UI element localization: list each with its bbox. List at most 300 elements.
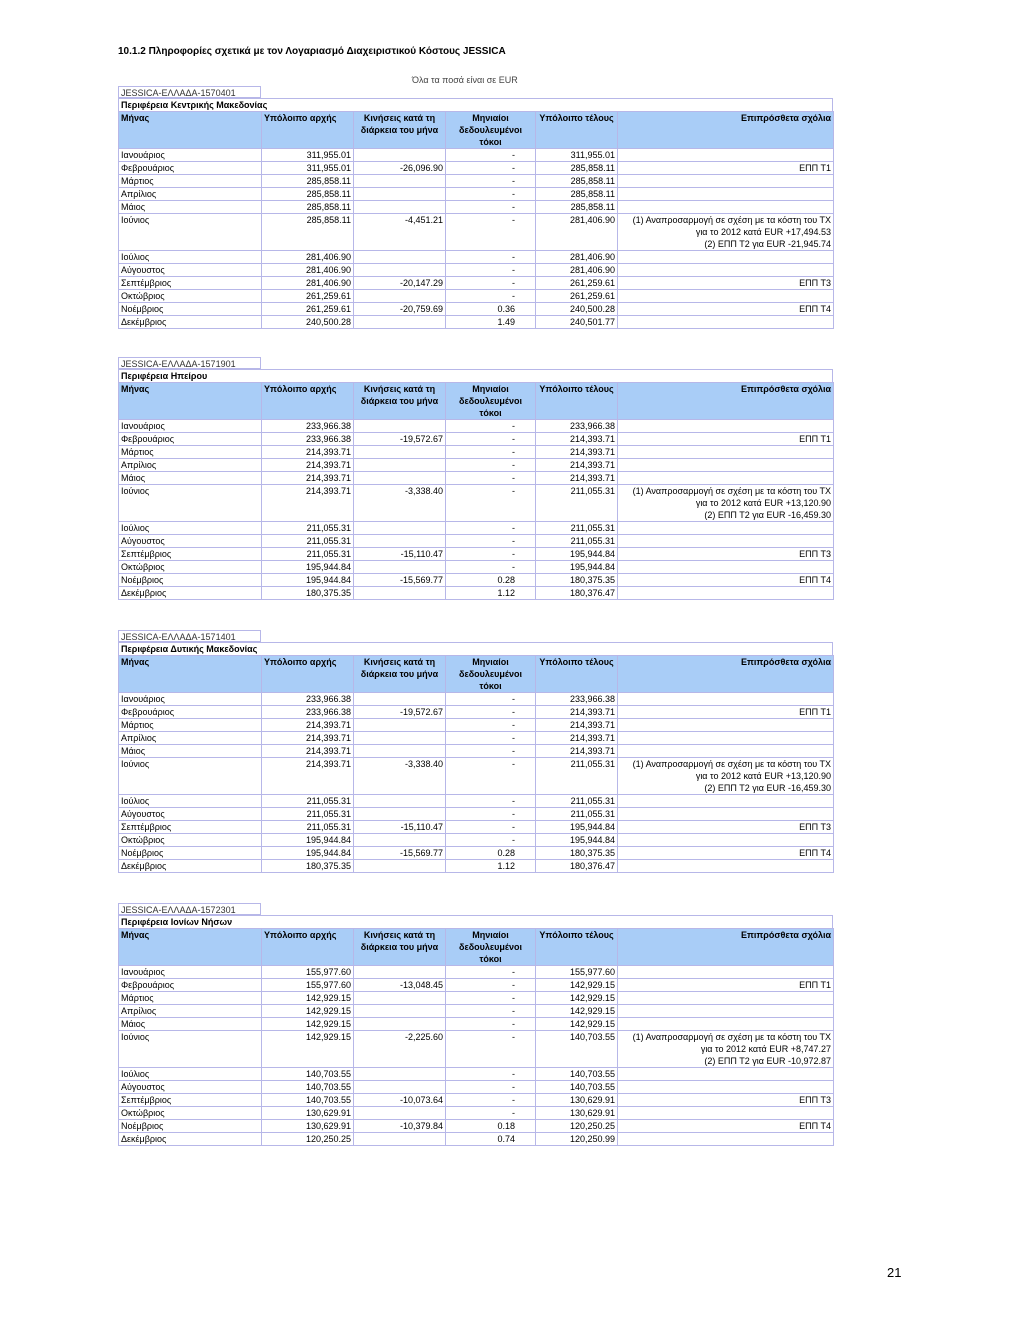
comment-cell: [618, 303, 834, 316]
table-row: [119, 587, 834, 600]
interest-cell: -: [446, 561, 536, 574]
page-heading: 10.1.2 Πληροφορίες σχετικά με τον Λογαριασμό Διαχειριστικού Κόστους JESSICA: [118, 46, 506, 57]
month-cell: Αύγουστος: [119, 808, 262, 821]
movement-cell: [354, 316, 446, 329]
table-row: [119, 201, 834, 214]
table-row: [119, 1120, 834, 1133]
month-cell: Νοέμβριος: [119, 574, 262, 587]
month-cell: Μάιος: [119, 201, 262, 214]
opening-balance-cell: 214,393.71: [262, 472, 354, 485]
table-row: [119, 719, 834, 732]
closing-balance-cell: 142,929.15: [536, 992, 618, 1005]
month-cell: Μάρτιος: [119, 992, 262, 1005]
comment-cell: [618, 1005, 834, 1018]
table-row: [119, 1031, 834, 1068]
table-row: [119, 1005, 834, 1018]
comment-line: ΕΠΠ Τ1: [799, 707, 831, 717]
comment-cell: [618, 847, 834, 860]
opening-balance-cell: 285,858.11: [262, 214, 354, 251]
comment-cell: [618, 201, 834, 214]
comment-cell: [618, 706, 834, 719]
comment-cell: [618, 1068, 834, 1081]
closing-balance-cell: 281,406.90: [536, 251, 618, 264]
comment-line: (1) Αναπροσαρμογή σε σχέση με τα κόστη του ΤΧ: [632, 1032, 831, 1042]
movement-cell: [354, 420, 446, 433]
interest-cell: -: [446, 485, 536, 522]
opening-balance-cell: 195,944.84: [262, 574, 354, 587]
comment-cell: [618, 162, 834, 175]
comment-cell: [618, 808, 834, 821]
table-row: [119, 446, 834, 459]
opening-balance-cell: 142,929.15: [262, 1031, 354, 1068]
column-header-closing: Υπόλοιπο τέλους: [536, 112, 618, 149]
table-row: [119, 693, 834, 706]
closing-balance-cell: 195,944.84: [536, 548, 618, 561]
column-header-opening: Υπόλοιπο αρχής: [262, 929, 354, 966]
closing-balance-cell: 214,393.71: [536, 719, 618, 732]
comment-cell: [618, 979, 834, 992]
comment-cell: [618, 316, 834, 329]
month-cell: Νοέμβριος: [119, 1120, 262, 1133]
table-row: [119, 847, 834, 860]
table-row: [119, 1081, 834, 1094]
movement-cell: -4,451.21: [354, 214, 446, 251]
opening-balance-cell: 214,393.71: [262, 719, 354, 732]
comment-cell: [618, 485, 834, 522]
opening-balance-cell: 195,944.84: [262, 561, 354, 574]
interest-cell: -: [446, 459, 536, 472]
closing-balance-cell: 211,055.31: [536, 758, 618, 795]
account-table: [118, 655, 834, 873]
closing-balance-cell: 120,250.99: [536, 1133, 618, 1146]
interest-cell: -: [446, 175, 536, 188]
table-row: [119, 175, 834, 188]
interest-cell: -: [446, 420, 536, 433]
closing-balance-cell: 180,375.35: [536, 574, 618, 587]
comment-cell: [618, 446, 834, 459]
movement-cell: [354, 149, 446, 162]
movement-cell: [354, 522, 446, 535]
comment-line: (2) ΕΠΠ Τ2 για EUR -16,459.30: [704, 783, 831, 793]
closing-balance-cell: 311,955.01: [536, 149, 618, 162]
movement-cell: [354, 201, 446, 214]
table-row: [119, 1068, 834, 1081]
month-cell: Απρίλιος: [119, 732, 262, 745]
interest-cell: -: [446, 277, 536, 290]
comment-cell: [618, 535, 834, 548]
closing-balance-cell: 214,393.71: [536, 433, 618, 446]
interest-cell: -: [446, 264, 536, 277]
comment-cell: [618, 290, 834, 303]
closing-balance-cell: 211,055.31: [536, 535, 618, 548]
month-cell: Δεκέμβριος: [119, 316, 262, 329]
table-row: [119, 535, 834, 548]
table-row: [119, 834, 834, 847]
interest-cell: -: [446, 732, 536, 745]
movement-cell: [354, 808, 446, 821]
table-row: [119, 745, 834, 758]
table-row: [119, 277, 834, 290]
comment-cell: [618, 561, 834, 574]
closing-balance-cell: 285,858.11: [536, 188, 618, 201]
comment-line: ΕΠΠ Τ1: [799, 434, 831, 444]
opening-balance-cell: 285,858.11: [262, 201, 354, 214]
interest-cell: 0.28: [446, 574, 536, 587]
interest-cell: -: [446, 834, 536, 847]
interest-cell: -: [446, 472, 536, 485]
comment-cell: [618, 860, 834, 873]
month-cell: Μάιος: [119, 1018, 262, 1031]
comment-line: (1) Αναπροσαρμογή σε σχέση με τα κόστη του ΤΧ: [632, 759, 831, 769]
opening-balance-cell: 233,966.38: [262, 433, 354, 446]
closing-balance-cell: 233,966.38: [536, 420, 618, 433]
closing-balance-cell: 140,703.55: [536, 1031, 618, 1068]
column-header-interest: Μηνιαίοι δεδουλευμένοι τόκοι: [446, 656, 536, 693]
movement-cell: [354, 1133, 446, 1146]
comment-cell: [618, 587, 834, 600]
table-row: [119, 1133, 834, 1146]
comment-line: ΕΠΠ Τ4: [799, 1121, 831, 1131]
comment-line: για το 2012 κατά EUR +8,747.27: [700, 1044, 831, 1054]
movement-cell: [354, 1068, 446, 1081]
opening-balance-cell: 211,055.31: [262, 808, 354, 821]
comment-cell: [618, 966, 834, 979]
comment-cell: [618, 433, 834, 446]
month-cell: Οκτώβριος: [119, 834, 262, 847]
month-cell: Ιούνιος: [119, 214, 262, 251]
table-row: [119, 979, 834, 992]
column-header-month: Μήνας: [119, 656, 262, 693]
interest-cell: 0.28: [446, 847, 536, 860]
comment-line: (2) ΕΠΠ Τ2 για EUR -21,945.74: [704, 239, 831, 249]
opening-balance-cell: 155,977.60: [262, 979, 354, 992]
closing-balance-cell: 240,501.77: [536, 316, 618, 329]
month-cell: Αύγουστος: [119, 535, 262, 548]
column-header-month: Μήνας: [119, 112, 262, 149]
table-row: [119, 251, 834, 264]
closing-balance-cell: 142,929.15: [536, 1005, 618, 1018]
interest-cell: 0.18: [446, 1120, 536, 1133]
opening-balance-cell: 140,703.55: [262, 1068, 354, 1081]
closing-balance-cell: 285,858.11: [536, 175, 618, 188]
region-title: Περιφέρεια Ιονίων Νήσων: [118, 915, 833, 928]
table-row: [119, 548, 834, 561]
interest-cell: -: [446, 162, 536, 175]
opening-balance-cell: 211,055.31: [262, 522, 354, 535]
comment-line: (1) Αναπροσαρμογή σε σχέση με τα κόστη του ΤΧ: [632, 486, 831, 496]
interest-cell: -: [446, 693, 536, 706]
month-cell: Ιούλιος: [119, 251, 262, 264]
movement-cell: -10,073.64: [354, 1094, 446, 1107]
table-row: [119, 795, 834, 808]
interest-cell: -: [446, 1068, 536, 1081]
account-table: [118, 382, 834, 600]
comment-cell: [618, 834, 834, 847]
table-row: [119, 420, 834, 433]
opening-balance-cell: 211,055.31: [262, 795, 354, 808]
movement-cell: -2,225.60: [354, 1031, 446, 1068]
movement-cell: -13,048.45: [354, 979, 446, 992]
month-cell: Οκτώβριος: [119, 290, 262, 303]
month-cell: Δεκέμβριος: [119, 1133, 262, 1146]
comment-cell: [618, 1107, 834, 1120]
closing-balance-cell: 155,977.60: [536, 966, 618, 979]
comment-line: (1) Αναπροσαρμογή σε σχέση με τα κόστη του ΤΧ: [632, 215, 831, 225]
opening-balance-cell: 240,500.28: [262, 316, 354, 329]
month-cell: Απρίλιος: [119, 459, 262, 472]
movement-cell: -3,338.40: [354, 485, 446, 522]
month-cell: Φεβρουάριος: [119, 979, 262, 992]
account-section: [118, 903, 833, 1146]
comment-line: (2) ΕΠΠ Τ2 για EUR -10,972.87: [704, 1056, 831, 1066]
comment-cell: [618, 1081, 834, 1094]
interest-cell: -: [446, 522, 536, 535]
comment-line: ΕΠΠ Τ3: [799, 549, 831, 559]
closing-balance-cell: 211,055.31: [536, 485, 618, 522]
table-row: [119, 433, 834, 446]
interest-cell: -: [446, 795, 536, 808]
opening-balance-cell: 140,703.55: [262, 1094, 354, 1107]
month-cell: Αύγουστος: [119, 1081, 262, 1094]
month-cell: Φεβρουάριος: [119, 162, 262, 175]
month-cell: Απρίλιος: [119, 1005, 262, 1018]
comment-cell: [618, 277, 834, 290]
table-row: [119, 808, 834, 821]
comment-line: ΕΠΠ Τ4: [799, 304, 831, 314]
comment-cell: [618, 795, 834, 808]
month-cell: Φεβρουάριος: [119, 433, 262, 446]
opening-balance-cell: 311,955.01: [262, 162, 354, 175]
interest-cell: -: [446, 1107, 536, 1120]
movement-cell: [354, 834, 446, 847]
interest-cell: -: [446, 966, 536, 979]
closing-balance-cell: 285,858.11: [536, 162, 618, 175]
closing-balance-cell: 214,393.71: [536, 745, 618, 758]
comment-cell: [618, 459, 834, 472]
interest-cell: -: [446, 446, 536, 459]
closing-balance-cell: 281,406.90: [536, 214, 618, 251]
account-code: JESSICA-ΕΛΛΑΔΑ-1570401: [118, 86, 261, 98]
opening-balance-cell: 261,259.61: [262, 290, 354, 303]
month-cell: Μάιος: [119, 472, 262, 485]
table-row: [119, 966, 834, 979]
table-row: [119, 303, 834, 316]
closing-balance-cell: 130,629.91: [536, 1107, 618, 1120]
table-row: [119, 574, 834, 587]
opening-balance-cell: 233,966.38: [262, 706, 354, 719]
month-cell: Μάρτιος: [119, 175, 262, 188]
table-row: [119, 1094, 834, 1107]
table-row: [119, 214, 834, 251]
table-row: [119, 758, 834, 795]
closing-balance-cell: 195,944.84: [536, 834, 618, 847]
table-row: [119, 706, 834, 719]
month-cell: Ιούλιος: [119, 795, 262, 808]
closing-balance-cell: 142,929.15: [536, 979, 618, 992]
account-code: JESSICA-ΕΛΛΑΔΑ-1571401: [118, 630, 261, 642]
table-row: [119, 992, 834, 1005]
movement-cell: -20,759.69: [354, 303, 446, 316]
closing-balance-cell: 214,393.71: [536, 446, 618, 459]
comment-cell: [618, 251, 834, 264]
account-code: JESSICA-ΕΛΛΑΔΑ-1571901: [118, 357, 261, 369]
table-row: [119, 732, 834, 745]
comment-cell: [618, 149, 834, 162]
opening-balance-cell: 211,055.31: [262, 535, 354, 548]
column-header-closing: Υπόλοιπο τέλους: [536, 929, 618, 966]
month-cell: Σεπτέμβριος: [119, 821, 262, 834]
movement-cell: [354, 459, 446, 472]
month-cell: Ιούλιος: [119, 1068, 262, 1081]
opening-balance-cell: 233,966.38: [262, 420, 354, 433]
movement-cell: -19,572.67: [354, 706, 446, 719]
closing-balance-cell: 261,259.61: [536, 290, 618, 303]
interest-cell: -: [446, 548, 536, 561]
interest-cell: -: [446, 719, 536, 732]
table-row: [119, 162, 834, 175]
interest-cell: -: [446, 745, 536, 758]
month-cell: Ιανουάριος: [119, 420, 262, 433]
movement-cell: [354, 561, 446, 574]
column-header-opening: Υπόλοιπο αρχής: [262, 383, 354, 420]
comment-line: ΕΠΠ Τ1: [799, 980, 831, 990]
month-cell: Σεπτέμβριος: [119, 1094, 262, 1107]
comment-cell: [618, 420, 834, 433]
interest-cell: -: [446, 201, 536, 214]
month-cell: Μάρτιος: [119, 446, 262, 459]
opening-balance-cell: 285,858.11: [262, 175, 354, 188]
column-header-closing: Υπόλοιπο τέλους: [536, 656, 618, 693]
column-header-movements: Κινήσεις κατά τη διάρκεια του μήνα: [354, 656, 446, 693]
table-row: [119, 561, 834, 574]
movement-cell: [354, 1018, 446, 1031]
column-header-interest: Μηνιαίοι δεδουλευμένοι τόκοι: [446, 112, 536, 149]
opening-balance-cell: 120,250.25: [262, 1133, 354, 1146]
closing-balance-cell: 214,393.71: [536, 459, 618, 472]
closing-balance-cell: 211,055.31: [536, 808, 618, 821]
interest-cell: -: [446, 758, 536, 795]
table-row: [119, 316, 834, 329]
comment-cell: [618, 821, 834, 834]
movement-cell: [354, 290, 446, 303]
page-number: 21: [887, 1265, 902, 1280]
opening-balance-cell: 130,629.91: [262, 1120, 354, 1133]
movement-cell: [354, 966, 446, 979]
comment-cell: [618, 188, 834, 201]
interest-cell: -: [446, 188, 536, 201]
month-cell: Νοέμβριος: [119, 847, 262, 860]
month-cell: Ιούλιος: [119, 522, 262, 535]
account-section: [118, 630, 833, 873]
month-cell: Μάιος: [119, 745, 262, 758]
region-title: Περιφέρεια Ηπείρου: [118, 369, 833, 382]
month-cell: Ιούνιος: [119, 485, 262, 522]
closing-balance-cell: 120,250.25: [536, 1120, 618, 1133]
comment-line: ΕΠΠ Τ1: [799, 163, 831, 173]
opening-balance-cell: 180,375.35: [262, 860, 354, 873]
movement-cell: [354, 693, 446, 706]
closing-balance-cell: 211,055.31: [536, 522, 618, 535]
movement-cell: -3,338.40: [354, 758, 446, 795]
table-row: [119, 264, 834, 277]
opening-balance-cell: 155,977.60: [262, 966, 354, 979]
closing-balance-cell: 195,944.84: [536, 561, 618, 574]
comment-cell: [618, 1133, 834, 1146]
opening-balance-cell: 211,055.31: [262, 548, 354, 561]
comment-cell: [618, 214, 834, 251]
interest-cell: -: [446, 1018, 536, 1031]
comment-cell: [618, 1094, 834, 1107]
month-cell: Ιανουάριος: [119, 149, 262, 162]
table-row: [119, 459, 834, 472]
comment-cell: [618, 1120, 834, 1133]
opening-balance-cell: 285,858.11: [262, 188, 354, 201]
closing-balance-cell: 140,703.55: [536, 1068, 618, 1081]
closing-balance-cell: 130,629.91: [536, 1094, 618, 1107]
movement-cell: [354, 745, 446, 758]
comment-cell: [618, 472, 834, 485]
comment-cell: [618, 574, 834, 587]
comment-cell: [618, 175, 834, 188]
opening-balance-cell: 214,393.71: [262, 732, 354, 745]
table-row: [119, 522, 834, 535]
opening-balance-cell: 142,929.15: [262, 1005, 354, 1018]
movement-cell: [354, 992, 446, 1005]
comment-cell: [618, 758, 834, 795]
interest-cell: -: [446, 290, 536, 303]
currency-note: Όλα τα ποσά είναι σε EUR: [412, 75, 518, 85]
closing-balance-cell: 261,259.61: [536, 277, 618, 290]
account-code: JESSICA-ΕΛΛΑΔΑ-1572301: [118, 903, 261, 915]
opening-balance-cell: 180,375.35: [262, 587, 354, 600]
opening-balance-cell: 214,393.71: [262, 446, 354, 459]
closing-balance-cell: 211,055.31: [536, 795, 618, 808]
opening-balance-cell: 214,393.71: [262, 485, 354, 522]
account-table: [118, 928, 834, 1146]
interest-cell: -: [446, 1031, 536, 1068]
movement-cell: [354, 587, 446, 600]
column-header-opening: Υπόλοιπο αρχής: [262, 112, 354, 149]
month-cell: Μάρτιος: [119, 719, 262, 732]
movement-cell: [354, 732, 446, 745]
interest-cell: -: [446, 808, 536, 821]
movement-cell: [354, 719, 446, 732]
opening-balance-cell: 195,944.84: [262, 834, 354, 847]
movement-cell: [354, 1107, 446, 1120]
closing-balance-cell: 240,500.28: [536, 303, 618, 316]
interest-cell: 1.12: [446, 860, 536, 873]
interest-cell: -: [446, 535, 536, 548]
comment-cell: [618, 1018, 834, 1031]
comment-line: ΕΠΠ Τ3: [799, 1095, 831, 1105]
opening-balance-cell: 195,944.84: [262, 847, 354, 860]
month-cell: Αύγουστος: [119, 264, 262, 277]
opening-balance-cell: 214,393.71: [262, 758, 354, 795]
column-header-comments: Επιπρόσθετα σχόλια: [618, 383, 834, 420]
table-row: [119, 1018, 834, 1031]
movement-cell: [354, 175, 446, 188]
interest-cell: -: [446, 214, 536, 251]
closing-balance-cell: 180,376.47: [536, 587, 618, 600]
interest-cell: -: [446, 149, 536, 162]
opening-balance-cell: 233,966.38: [262, 693, 354, 706]
table-row: [119, 485, 834, 522]
comment-cell: [618, 719, 834, 732]
table-row: [119, 149, 834, 162]
movement-cell: -15,569.77: [354, 574, 446, 587]
month-cell: Σεπτέμβριος: [119, 277, 262, 290]
comment-cell: [618, 745, 834, 758]
